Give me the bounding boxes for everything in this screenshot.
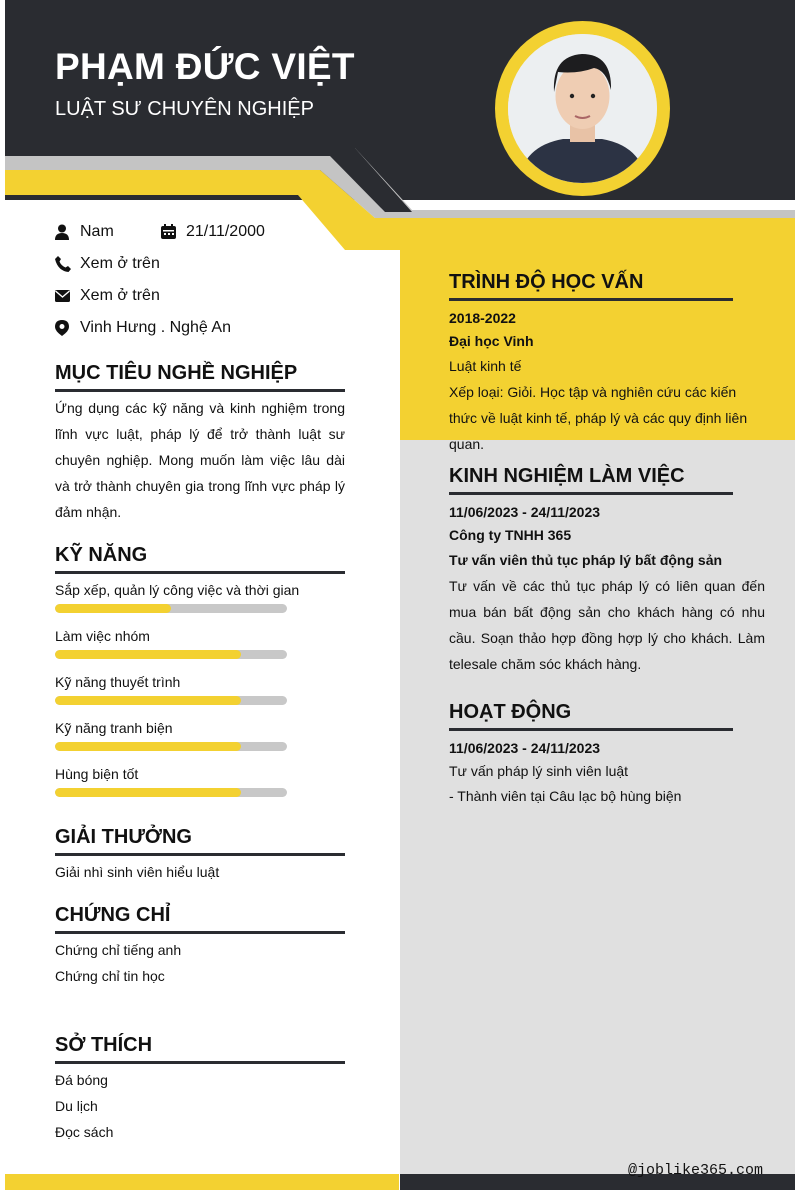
award-item: Giải nhì sinh viên hiểu luật (55, 864, 220, 880)
hobbies-divider (55, 1061, 345, 1064)
objective-title: MỤC TIÊU NGHỀ NGHIỆP (55, 362, 298, 384)
skill-bar (55, 650, 287, 659)
activities-line-1: Tư vấn pháp lý sinh viên luật (449, 763, 629, 779)
calendar-icon (161, 224, 177, 240)
skill-label: Làm việc nhóm (55, 628, 150, 644)
phone-icon (55, 256, 71, 272)
skill-bar-fill (55, 788, 241, 797)
experience-description: Tư vấn về các thủ tục pháp lý có liên quan đến mua bán bất động sản cho khách hàng có nhu cầu. Soạn thảo hợp đồng hợp lý cho khách. Làm telesale chăm sóc khách hàng. (449, 578, 765, 672)
objective-text: Ứng dụng các kỹ năng và kinh nghiệm trong lĩnh vực luật, pháp lý để trở thành luật sư chuyên nghiệp. Mong muốn làm việc lâu dài và trở thành chuyên gia trong lĩnh vực pháp lý đảm nhận. (55, 400, 345, 520)
skill-bar-fill (55, 604, 171, 613)
awards-divider (55, 853, 345, 856)
skill-bar (55, 742, 287, 751)
activities-divider (449, 728, 733, 731)
experience-divider (449, 492, 733, 495)
education-title: TRÌNH ĐỘ HỌC VẤN (449, 271, 644, 293)
skill-bar (55, 788, 287, 797)
hobby-item: Du lịch (55, 1098, 98, 1114)
email-value: Xem ở trên (80, 287, 160, 304)
experience-title: KINH NGHIỆM LÀM VIỆC (449, 465, 685, 487)
job-title: LUẬT SƯ CHUYÊN NGHIỆP (55, 98, 314, 120)
skill-bar-fill (55, 696, 241, 705)
footer-bar-left (5, 1174, 399, 1190)
skill-bar-fill (55, 742, 241, 751)
candidate-name: PHẠM ĐỨC VIỆT (55, 46, 355, 87)
activities-title: HOẠT ĐỘNG (449, 701, 572, 723)
location-pin-icon (55, 320, 71, 336)
activities-period: 11/06/2023 - 24/11/2023 (449, 740, 601, 756)
hobby-item: Đá bóng (55, 1072, 108, 1088)
certificates-title: CHỨNG CHỈ (55, 904, 171, 926)
hobby-item: Đọc sách (55, 1124, 114, 1140)
person-icon (55, 224, 71, 240)
skills-title: KỸ NĂNG (55, 544, 148, 566)
experience-position: Tư vấn viên thủ tục pháp lý bất động sản (449, 552, 723, 568)
certificate-item: Chứng chỉ tiếng anh (55, 942, 182, 958)
skill-label: Hùng biện tốt (55, 766, 139, 782)
skill-bar (55, 696, 287, 705)
birthday-value: 21/11/2000 (186, 223, 265, 240)
skills-divider (55, 571, 345, 574)
awards-title: GIẢI THƯỞNG (55, 826, 192, 848)
certificate-item: Chứng chỉ tin học (55, 968, 165, 984)
skill-label: Kỹ năng tranh biện (55, 720, 173, 736)
education-description: Xếp loại: Giỏi. Học tập và nghiên cứu các kiến thức về luật kinh tế, pháp lý và các quy định liên quan. (449, 384, 748, 452)
experience-period: 11/06/2023 - 24/11/2023 (449, 504, 601, 520)
skill-label: Kỹ năng thuyết trình (55, 674, 181, 690)
skill-bar (55, 604, 287, 613)
envelope-icon (55, 288, 71, 304)
avatar (508, 34, 657, 183)
skill-label: Sắp xếp, quản lý công việc và thời gian (55, 582, 300, 598)
decorative-bands (0, 0, 796, 260)
watermark: @joblike365.com (628, 1162, 764, 1179)
skill-bar-fill (55, 650, 241, 659)
certificates-divider (55, 931, 345, 934)
objective-divider (55, 389, 345, 392)
address-value: Vinh Hưng . Nghệ An (80, 319, 231, 336)
experience-company: Công ty TNHH 365 (449, 527, 572, 543)
education-divider (449, 298, 733, 301)
hobbies-title: SỞ THÍCH (55, 1034, 153, 1056)
education-major: Luật kinh tế (449, 358, 522, 374)
gender-value: Nam (80, 223, 114, 240)
education-period: 2018-2022 (449, 310, 516, 326)
phone-value: Xem ở trên (80, 255, 160, 272)
activities-line-2: - Thành viên tại Câu lạc bộ hùng biện (449, 788, 682, 804)
education-school: Đại học Vinh (449, 333, 534, 349)
